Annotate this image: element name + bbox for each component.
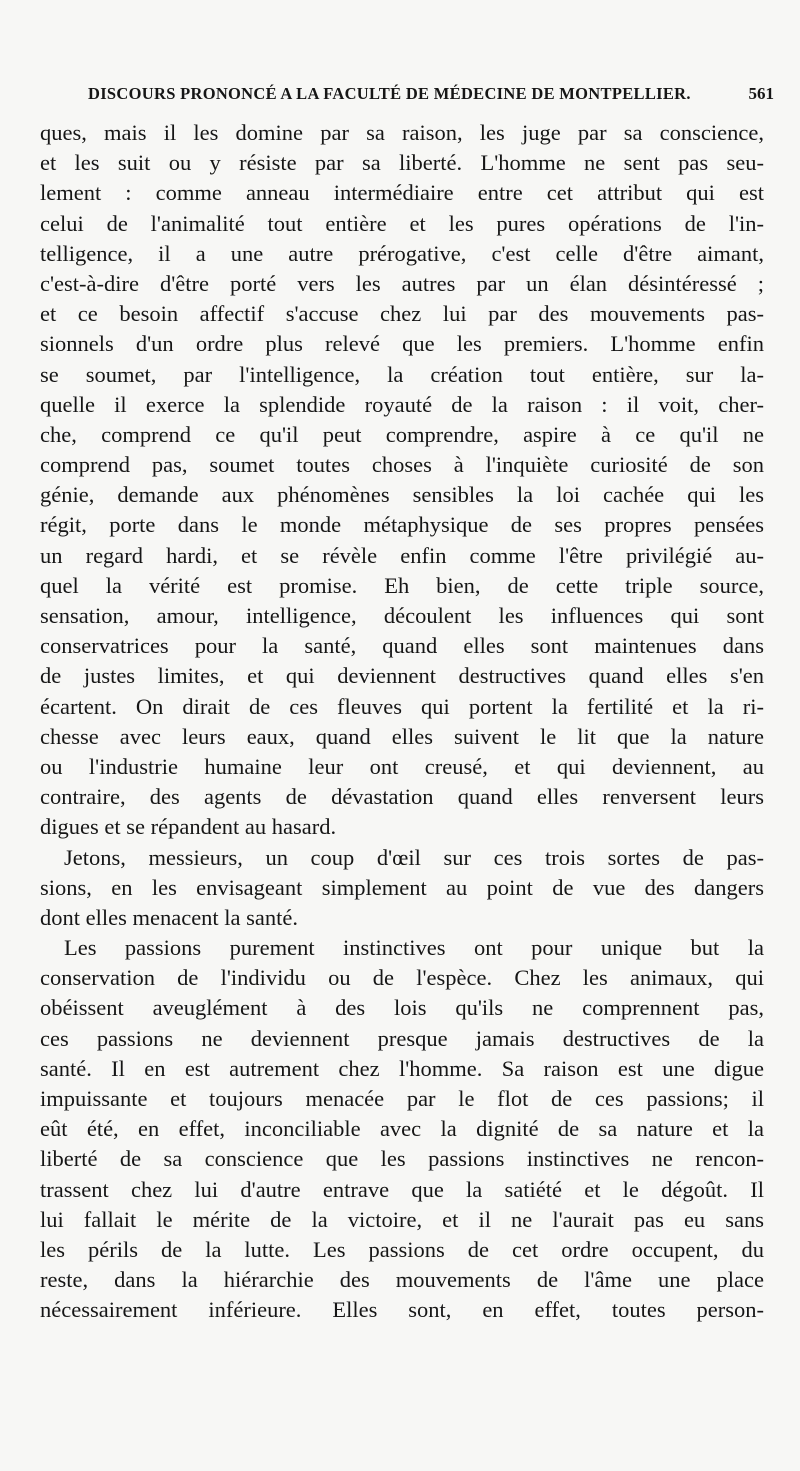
text-line-33: impuissante et toujours menacée par le flot de ces passions; il xyxy=(40,1086,764,1111)
text-line-37: lui fallait le mérite de la victoire, et il ne l'aurait pas eu sans xyxy=(40,1206,764,1232)
text-line-22: ou l'industrie humaine leur ont creusé, et qui deviennent, au xyxy=(40,753,764,779)
text-line-3: lement : comme anneau intermédiaire entre cet attribut qui est xyxy=(40,180,764,206)
text-line-7: et ce besoin affectif s'accuse chez lui par des mouvements pas- xyxy=(40,301,764,327)
page-number: 561 xyxy=(748,84,774,103)
text-line-12: comprend pas, soumet toutes choses à l'inquiète curiosité de son xyxy=(40,452,764,478)
text-line-34: eût été, en effet, inconciliable avec la dignité de sa nature et la xyxy=(40,1116,764,1142)
text-line-23: contraire, des agents de dévastation quand elles renversent leurs xyxy=(40,784,764,810)
text-line-6: c'est-à-dire d'être porté vers les autres par un élan désintéressé ; xyxy=(40,270,764,296)
text-line-27: dont elles menacent la santé. xyxy=(40,904,299,930)
text-line-11: che, comprend ce qu'il peut comprendre, aspire à ce qu'il ne xyxy=(40,421,764,447)
text-line-31: ces passions ne deviennent presque jamais destructives de la xyxy=(40,1025,764,1051)
text-line-15: un regard hardi, et se révèle enfin comme l'être privilégié au- xyxy=(40,542,764,568)
text-line-40: nécessairement inférieure. Elles sont, en effet, toutes person- xyxy=(40,1297,764,1323)
text-line-21: chesse avec leurs eaux, quand elles suivent le lit que la nature xyxy=(40,723,764,749)
text-line-13: génie, demande aux phénomènes sensibles la loi cachée qui les xyxy=(40,482,764,508)
text-line-18: conservatrices pour la santé, quand elles sont maintenues dans xyxy=(40,633,764,659)
text-line-5: telligence, il a une autre prérogative, c'est celle d'être aimant, xyxy=(40,240,764,266)
text-line-1: ques, mais il les domine par sa raison, les juge par sa conscience, xyxy=(40,120,764,145)
running-title: DISCOURS PRONONCÉ A LA FACULTÉ DE MÉDECINE DE MONTPELLIER. xyxy=(88,84,691,103)
text-line-32: santé. Il en est autrement chez l'homme. Sa raison est une digue xyxy=(40,1055,764,1081)
text-line-8: sionnels d'un ordre plus relevé que les premiers. L'homme enfin xyxy=(40,331,764,357)
text-line-20: écartent. On dirait de ces fleuves qui portent la fertilité et la ri- xyxy=(40,693,764,719)
text-line-19: de justes limites, et qui deviennent destructives quand elles s'en xyxy=(40,663,764,689)
text-line-26: sions, en les envisageant simplement au point de vue des dangers xyxy=(40,874,764,900)
text-line-16: quel la vérité est promise. Eh bien, de cette triple source, xyxy=(40,572,764,598)
text-line-2: et les suit ou y résiste par sa liberté. L'homme ne sent pas seu- xyxy=(40,150,764,176)
text-line-28: Les passions purement instinctives ont pour unique but la xyxy=(64,935,764,961)
text-line-10: quelle il exerce la splendide royauté de la raison : il voit, cher- xyxy=(40,391,764,417)
body-text xyxy=(40,118,764,1326)
text-line-17: sensation, amour, intelligence, découlent les influences qui sont xyxy=(40,603,764,628)
text-line-14: régit, porte dans le monde métaphysique de ses propres pensées xyxy=(40,512,764,538)
text-line-4: celui de l'animalité tout entière et les pures opérations de l'in- xyxy=(40,210,764,236)
text-line-30: obéissent aveuglément à des lois qu'ils ne comprennent pas, xyxy=(40,995,764,1021)
text-line-25: Jetons, messieurs, un coup d'œil sur ces trois sortes de pas- xyxy=(64,844,764,870)
text-line-38: les périls de la lutte. Les passions de cet ordre occupent, du xyxy=(40,1236,764,1262)
running-head xyxy=(40,76,774,116)
text-line-39: reste, dans la hiérarchie des mouvements de l'âme une place xyxy=(40,1267,764,1293)
text-line-9: se soumet, par l'intelligence, la création tout entière, sur la- xyxy=(40,361,764,387)
text-line-29: conservation de l'individu ou de l'espèce. Chez les animaux, qui xyxy=(40,965,764,991)
text-line-35: liberté de sa conscience que les passions instinctives ne rencon- xyxy=(40,1146,764,1172)
text-line-24: digues et se répandent au hasard. xyxy=(40,814,337,840)
text-line-36: trassent chez lui d'autre entrave que la satiété et le dégoût. Il xyxy=(40,1176,764,1202)
